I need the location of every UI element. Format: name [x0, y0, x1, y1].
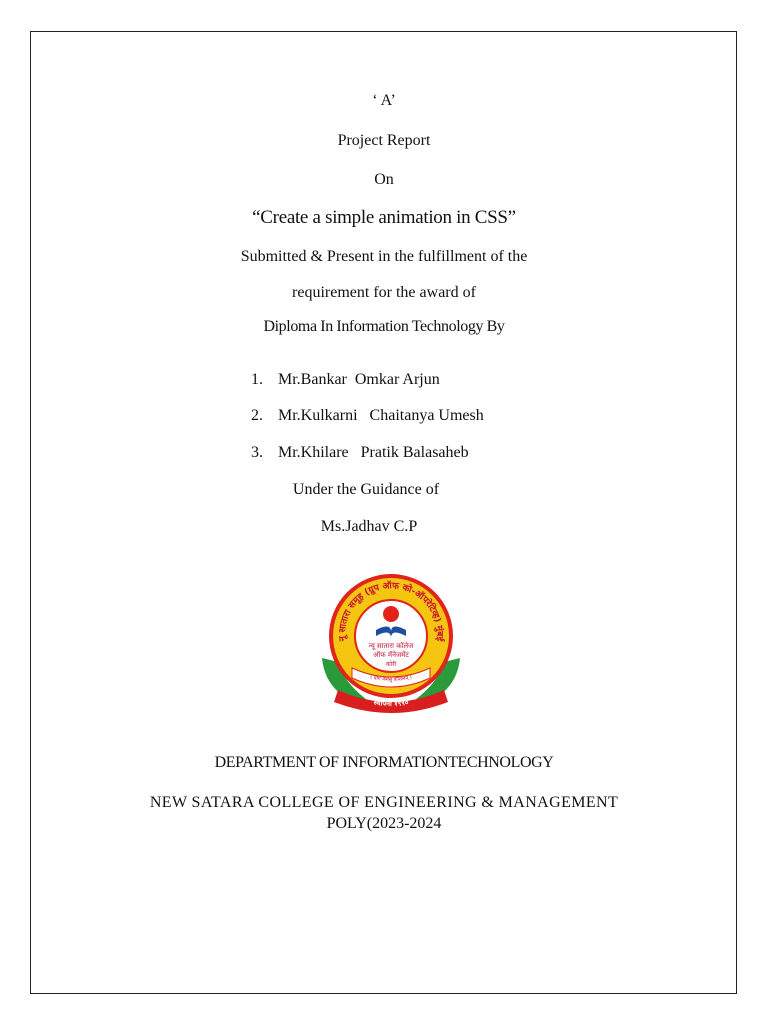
member-item [251, 444, 469, 462]
report-on: On [374, 171, 394, 188]
logo-center-text-1: न्यू सातारा कॉलेज [368, 642, 414, 650]
department-heading: DEPARTMENT OF INFORMATIONTECHNOLOGY [214, 754, 554, 771]
submitted-line-1: Submitted & Present in the fulfillment of the [240, 248, 528, 265]
member-number: 1. [251, 371, 263, 388]
guide-name: Ms.Jadhav C.P [320, 518, 418, 535]
logo-center-text-3: कोरी [385, 661, 397, 668]
member-name: Mr.Bankar Omkar Arjun [278, 371, 440, 388]
member-number: 2. [251, 407, 263, 424]
college-name-line-2: POLY(2023-2024 [326, 815, 442, 832]
member-item [251, 407, 484, 425]
report-title: “Create a simple animation in CSS” [252, 207, 516, 228]
report-type: Project Report [337, 132, 431, 149]
member-name: Mr.Kulkarni Chaitanya Umesh [278, 407, 484, 424]
logo-ring-text: नू सातारा समूह (ग्रुप ऑफ को-ऑपरेटिव्ह) मुंबई [337, 581, 445, 642]
college-name-line-1: NEW SATARA COLLEGE OF ENGINEERING & MANAGEMENT [149, 794, 619, 811]
member-item [251, 371, 440, 389]
college-logo [316, 562, 466, 722]
report-prefix: ‘ A’ [372, 92, 396, 109]
guidance-label: Under the Guidance of [292, 481, 440, 498]
globe-icon [383, 606, 399, 622]
submitted-line-2: requirement for the award of [292, 284, 476, 301]
diploma-line: Diploma In Information Technology By [263, 318, 505, 335]
logo-founded-text: स्थापना १९९० [372, 698, 410, 709]
member-number: 3. [251, 444, 263, 461]
logo-center-text-2: ऑफ मॅनेजमेंट [373, 651, 409, 659]
logo-motto-text: ( योग कर्मसु कौशलम् ) [369, 674, 413, 684]
member-name: Mr.Khilare Pratik Balasaheb [278, 444, 469, 461]
